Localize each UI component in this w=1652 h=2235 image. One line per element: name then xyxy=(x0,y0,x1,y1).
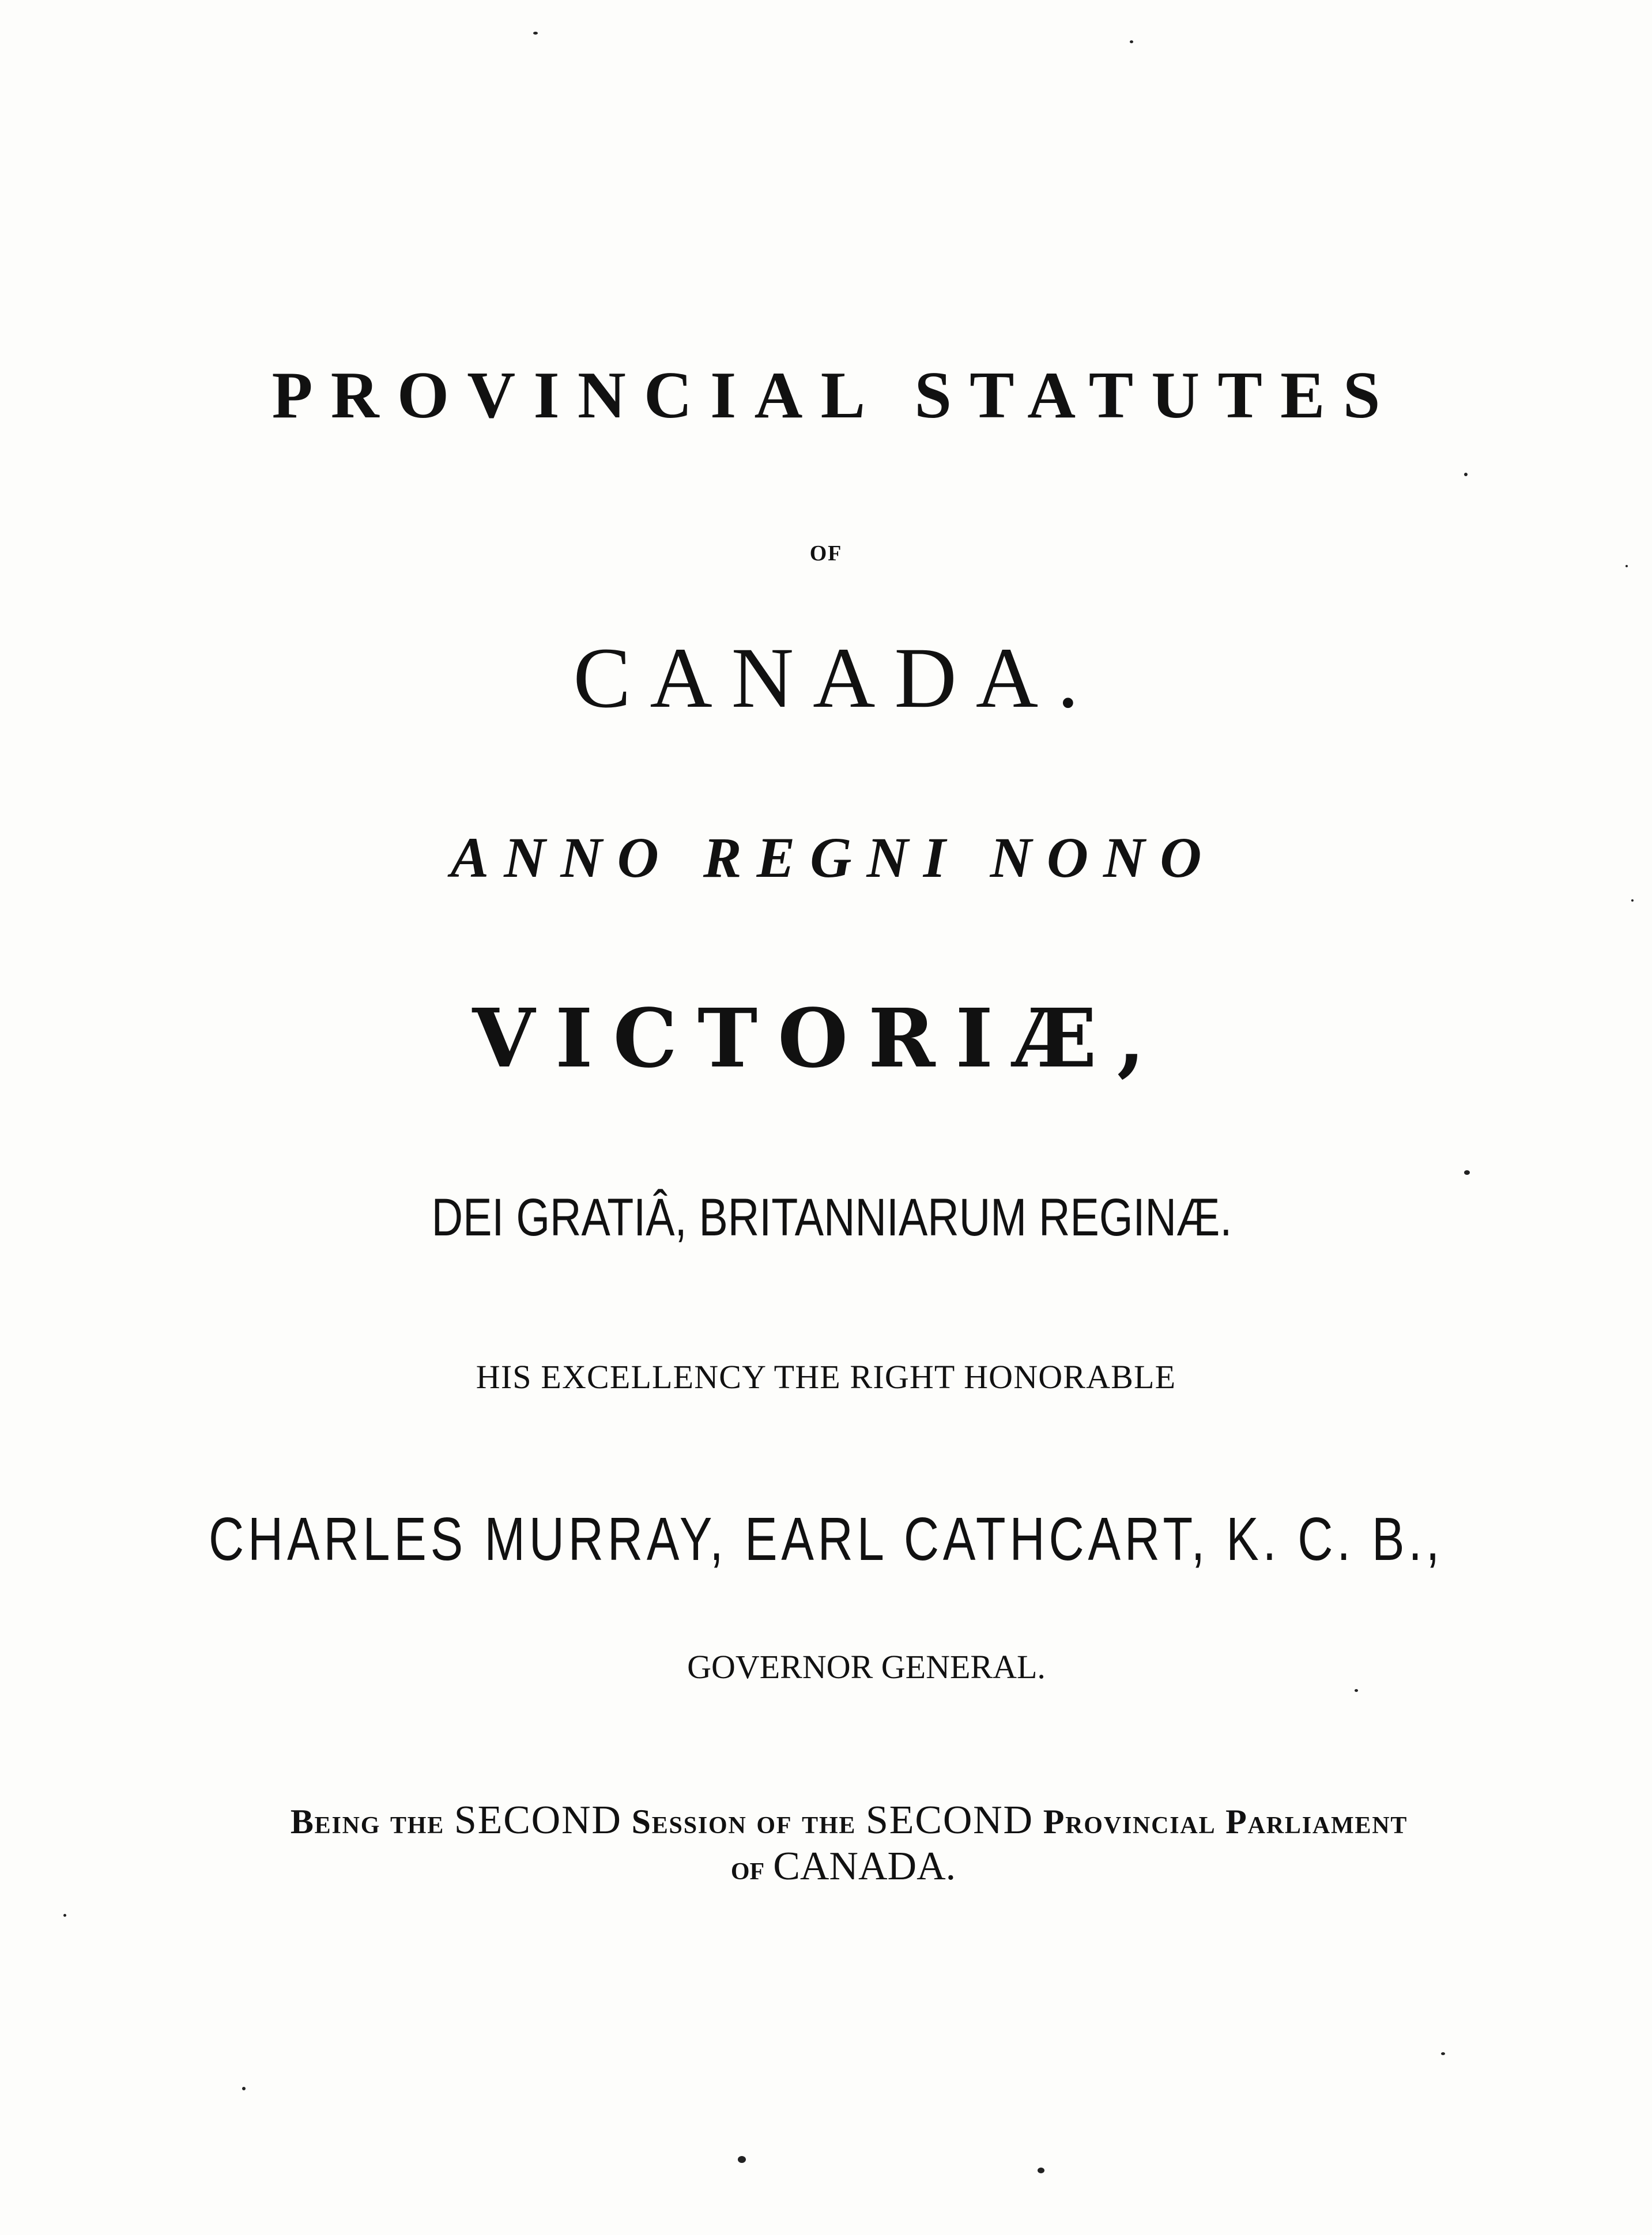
print-speck xyxy=(533,32,538,35)
print-speck xyxy=(1038,2168,1044,2173)
print-speck xyxy=(242,2087,246,2090)
grace-line: DEI GRATIÂ, BRITANNIARUM REGINÆ. xyxy=(431,1188,1232,1247)
governor-title: GOVERNOR GENERAL. xyxy=(687,1648,1046,1686)
session-line-2 xyxy=(17,1844,1652,1890)
session-text-provincial-parliament: Provincial Parliament xyxy=(1043,1803,1408,1841)
session-text-session-of-the: Session of the xyxy=(631,1803,857,1841)
print-speck xyxy=(1355,1689,1358,1692)
session-text-of: of xyxy=(730,1849,765,1887)
print-speck xyxy=(1631,899,1634,902)
regnal-year-line: ANNO REGNI NONO xyxy=(450,826,1217,890)
document-title: PROVINCIAL STATUTES xyxy=(271,359,1398,432)
excellency-line: HIS EXCELLENCY THE RIGHT HONORABLE xyxy=(476,1358,1176,1396)
country-name: CANADA. xyxy=(573,630,1098,726)
governor-name: CHARLES MURRAY, EARL CATHCART, K. C. B., xyxy=(208,1505,1444,1573)
session-place: CANADA. xyxy=(773,1844,956,1889)
print-speck xyxy=(1464,473,1468,476)
print-speck xyxy=(1625,565,1628,567)
session-text-being-the: Being the xyxy=(290,1803,445,1841)
print-speck xyxy=(1130,40,1133,43)
print-speck xyxy=(1464,1170,1470,1175)
session-line-1 xyxy=(23,1797,1652,1844)
session-ordinal: SECOND xyxy=(454,1798,622,1842)
parliament-ordinal: SECOND xyxy=(866,1798,1034,1842)
print-speck xyxy=(63,1914,66,1917)
print-speck xyxy=(738,2156,746,2163)
sovereign-name: VICTORIÆ, xyxy=(472,992,1166,1086)
print-speck xyxy=(1441,2052,1445,2055)
of-label: OF xyxy=(809,541,843,566)
